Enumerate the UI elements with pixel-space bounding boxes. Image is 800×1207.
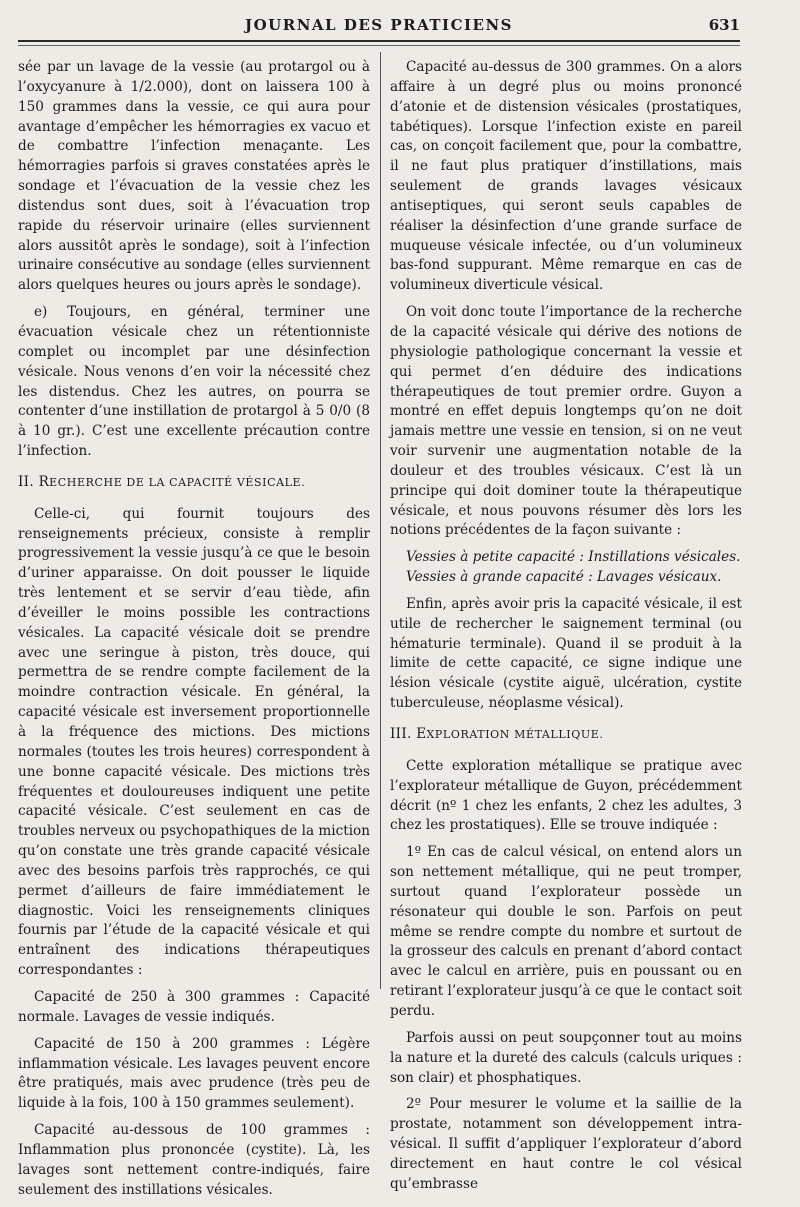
paragraph: Cette exploration métallique se pratique avec l’explorateur métallique de Guyon, précédemment décrit (nº 1 chez les enfants, 2 chez les adultes, 3 chez les prostatiques). Elle se trouve indiquée : bbox=[390, 757, 742, 834]
list-item: Vessies à grande capacité : Lavages vésicaux. bbox=[406, 569, 722, 586]
section-heading bbox=[18, 473, 370, 493]
section-initial: E bbox=[416, 726, 427, 742]
left-column bbox=[18, 58, 370, 1207]
summary-list bbox=[390, 548, 742, 588]
paragraph: Enfin, après avoir pris la capacité vésicale, il est utile de rechercher le saignement terminal (ou hématurie terminale). Quand il se produit à la limite de cette capacité, ce signe indique une lésion vésicale (cystite aiguë, ulcération, cystite tuberculeuse, néoplasme vésical). bbox=[390, 595, 742, 712]
section-initial: R bbox=[38, 473, 50, 490]
paragraph: 1º En cas de calcul vésical, on entend alors un son nettement métallique, qui ne peut tromper, surtout quand l’explorateur possède un résonateur qui double le son. Parfois on peut même se rendre compte du nombre et surtout de la grosseur des calculs en prenant d’abord contact avec le calcul en arrière, puis en poussant ou en retirant l’explorateur jusqu’à ce que le contact soit perdu. bbox=[390, 844, 742, 1019]
paragraph: On voit donc toute l’importance de la recherche de la capacité vésicale qui dérive des notions de physiologie pathologique concernant la vessie et qui permet d’en déduire des indications thérapeutiques de tout premier ordre. Guyon a montré en effet depuis longtemps qu’on ne doit jamais mettre une vessie en tension, si on ne veut voir survenir une augmentation notable de la douleur et des troubles vésicaux. C’est là un principe qui doit dominer toute la thérapeutique vésicale, et nous pouvons résumer dès lors les notions précédentes de la façon suivante : bbox=[390, 304, 742, 539]
paragraph: Celle-ci, qui fournit toujours des renseignements précieux, consiste à remplir progressivement la vessie jusqu’à ce que le besoin d’uriner apparaisse. On doit pousser le liquide très lentement et se servir d’eau tiède, afin d’éveiller le moins possible les contractions vésicales. La capacité vésicale doit se prendre avec une seringue à piston, très douce, qui permettra de se rendre compte facilement de la moindre contraction vésicale. En général, la capacité vésicale est inversement proportionnelle à la fréquence des mictions. Des mictions normales (toutes les trois heures) correspondent à une bonne capacité vésicale. Des mictions très fréquentes et douloureuses indiquent une petite capacité vésicale. C’est seulement en cas de troubles nerveux ou psychopathiques de la miction qu’on constate une très grande capacité vésicale avec des besoins parfois très rapprochés, ce qui permet d’ailleurs de faire immédiatement le diagnostic. Voici les renseignements cliniques fournis par l’étude de la capacité vésicale et qui entraînent des indications thérapeutiques correspondantes : bbox=[18, 505, 370, 979]
page-number: 631 bbox=[708, 16, 740, 34]
paragraph: Parfois aussi on peut soupçonner tout au moins la nature et la dureté des calculs (calculs uriques : son clair) et phosphatiques. bbox=[390, 1029, 742, 1086]
paragraph: Capacité au-dessous de 100 grammes : Inflammation plus prononcée (cystite). Là, les lavages sont nettement contre-indiqués, faire seulement des instillations vésicales. bbox=[18, 1122, 370, 1198]
section-title: ECHERCHE DE LA CAPACITÉ VÉSICALE. bbox=[49, 475, 306, 489]
page-header bbox=[18, 14, 740, 42]
section-number: III. bbox=[390, 726, 412, 742]
section-title: XPLORATION MÉTALLIQUE. bbox=[426, 728, 604, 741]
paragraph: Capacité au-dessus de 300 grammes. On a alors affaire à un degré plus ou moins prononcé d’atonie et de distension vésicales (prostatiques, tabétiques). Lorsque l’infection existe en pareil cas, on conçoit facilement que, pour la combattre, il ne faut plus pratiquer d’instillations, mais seulement de grands lavages vésicaux antiseptiques, qui seront seuls capables de réaliser la désinfection d’une grande surface de muqueuse vésicale infectée, ou d’un volumineux bas-fond suppurant. Même remarque en cas de volumineux diverticule vésical. bbox=[390, 59, 742, 294]
paragraph: e) Toujours, en général, terminer une évacuation vésicale chez un rétentionniste complet ou incomplet par une désinfection vésicale. Nous venons d’en voir la nécessité chez les distendus. Chez les autres, on pourra se contenter d’une instillation de protargol à 5 0/0 (8 à 10 gr.). C’est une excellente précaution contre l’infection. bbox=[18, 304, 370, 460]
paragraph: sée par un lavage de la vessie (au protargol ou à l’oxycyanure à 1/2.000), dont on laissera 100 à 150 grammes dans la vessie, ce qui aura pour avantage d’empêcher les hémorragies ex vacuo et de combattre l’infection menaçante. Les hémorragies parfois si graves constatées après le sondage et l’évacuation de la vessie chez les distendus sont dues, soit à l’évacuation trop rapide du réservoir urinaire (elles surviennent alors aussitôt après le sondage), soit à l’infection urinaire consécutive au sondage (elles surviennent alors quelques heures ou jours après le sondage). bbox=[18, 59, 370, 294]
journal-title: JOURNAL DES PRATICIENS bbox=[245, 16, 513, 34]
paragraph: 2º Pour mesurer le volume et la saillie de la prostate, notamment son développement intra-vésical. Il suffit d’appliquer l’explorateur d’abord directement en haut contre le col vésical qu’embrasse bbox=[390, 1096, 742, 1192]
column-divider bbox=[380, 52, 381, 989]
right-column bbox=[390, 58, 742, 1202]
paragraph: Capacité de 250 à 300 grammes : Capacité normale. Lavages de vessie indiqués. bbox=[18, 988, 370, 1025]
list-item: Vessies à petite capacité : Instillations vésicales. bbox=[406, 549, 741, 566]
header-rule bbox=[18, 45, 740, 46]
section-heading bbox=[390, 725, 742, 745]
section-number: II. bbox=[18, 473, 34, 490]
paragraph: Capacité de 150 à 200 grammes : Légère inflammation vésicale. Les lavages peuvent encore être pratiqués, mais avec prudence (très peu de liquide à la fois, 100 à 150 grammes seulement). bbox=[18, 1035, 370, 1112]
